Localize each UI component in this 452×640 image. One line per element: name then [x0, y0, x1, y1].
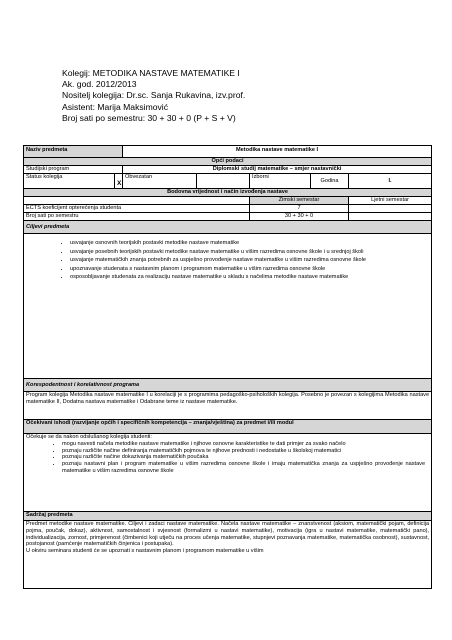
list-item: • upoznavanje studenata s nastavnim planom i programom matematike u višim razredima osnovne škole [70, 266, 429, 273]
content-cell [24, 521, 432, 589]
assistant: Asistent: Marija Maksimović [62, 101, 169, 112]
credit-value-heading: Bodovna vrijednost i način izvođenja nastave [24, 189, 432, 197]
course-status-label: Status kolegija [24, 174, 115, 189]
list-item: • poznaju nastavni plan i program matematike u višim razredima osnovne škole i imaju matematička znanja za uspješno provođenje nastave matematike u višim razredima osnovne škole [62, 461, 429, 475]
course-name-label: Naziv predmeta [24, 146, 123, 158]
hours-value: 30 + 30 + 0 [250, 213, 349, 221]
hours-label: Broj sati po semestru [24, 213, 250, 221]
status-checkbox-mark: X [115, 174, 123, 189]
content-text-seminar: U okviru seminara studenti će se upoznati s nastavnim planom i programom matematike u višim [26, 548, 264, 555]
ects-summer-value [349, 205, 432, 213]
status-mandatory: Obvezatan [123, 174, 197, 189]
list-item: • usvajanje posebnih teorijskih postavki metodike nastave matematike u višim razredima osnovne škole i u srednjoj školi [70, 249, 429, 256]
outcomes-list [26, 441, 429, 475]
objectives-list [26, 240, 429, 281]
list-item: • poznaju različite načine dokazivanja matematičkih poučaka [62, 454, 429, 461]
course-holder: Nositelj kolegija: Dr.sc. Sanja Rukavina, izv.prof. [62, 90, 246, 101]
course-header [62, 68, 245, 124]
study-program-label: Studijski program [24, 166, 123, 174]
objectives-cell [24, 234, 432, 379]
outcomes-heading: Očekivani ishodi (razvijanje općih i specifičnih kompetencija – znanja/vještina) za predmet i/ili modul [24, 420, 432, 434]
year-label: Godina [311, 174, 349, 189]
correlation-text: Program kolegija Metodika nastave matematike I u korelaciji je s programima pedagoško-psiholoških kolegija. Posebno je povezan s kolegijima Metodika nastave matematike II, Dodatna nastava matematike i Odabrane teme iz nastave matematike. [24, 392, 432, 420]
list-item: • mogu navesti načela metodike nastave matematike i njihove osnovne karakteristike te dati primjer za svako načelo [62, 441, 429, 448]
content-heading: Sadržaj predmeta [24, 512, 432, 521]
winter-semester-label: Zimski semestar [250, 197, 349, 205]
academic-year: Ak. god. 2012/2013 [62, 79, 137, 90]
list-item: • osposobljavanje studenata za realizaciju nastave matematike u skladu s načelima metodike nastave matematike [70, 274, 429, 281]
correlation-heading: Korespodentnost i korelativnost programa [24, 379, 432, 392]
list-item: • poznaju različite načine definiranja matematičkih pojmova te njihove prednosti i nedostatke u školskoj matematici [62, 448, 429, 455]
ects-value: 7 [250, 205, 349, 213]
summer-semester-label: Ljetni semestar [349, 197, 432, 205]
status-empty-cell [197, 174, 250, 189]
objectives-heading: Ciljevi predmeta [24, 221, 432, 234]
semester-blank [24, 197, 250, 205]
course-name-value: Metodika nastave matematike I [123, 146, 432, 158]
hours-per-semester: Broj sati po semestru: 30 + 30 + 0 (P + S + V) [62, 112, 236, 123]
ects-label: ECTS koeficijent opterećenja studenta [24, 205, 250, 213]
content-text: Predmet metodike nastave matematike. Ciljevi i zadaci nastave matematike. Načela nastave matematike – znanstvenost (aksiom, matematički pojam, definicija pojma, poučak, dokaz), aktivnost, samostalnost i svjesnost (formalizmi u nastavi matematike), motivacija (igra u nastavi matematike, matematički pano), individualizacija, zornost, primjerenost (čimbenici koji utječu na proces učenja matematike, stupnjevi poznavanja matematike, matematička osobnost), sustavnost, postojanost (pamćenje matematičkih činjenica i postupaka). [26, 521, 430, 548]
list-item: • usvajanje osnovnih teorijskih postavki metodike nastave matematike [70, 240, 429, 247]
hours-summer-value [349, 213, 432, 221]
course-title: Kolegij: METODIKA NASTAVE MATEMATIKE I [62, 68, 240, 78]
list-item: • usvajanje matematičkih znanja potrebnih za uspješno provođenje nastave matematike u višim razredima osnovne škole [70, 257, 429, 264]
year-value: I. [349, 174, 432, 189]
outcomes-cell [24, 434, 432, 512]
outcomes-intro: Očekuje se da nakon odslušanog kolegija studenti: [26, 434, 152, 440]
study-program-value: Diplomski studij matematike – smjer nastavnički [123, 166, 432, 174]
general-data-heading: Opći podaci [24, 158, 432, 166]
course-table [23, 145, 432, 589]
status-elective: Izborni [250, 174, 311, 189]
